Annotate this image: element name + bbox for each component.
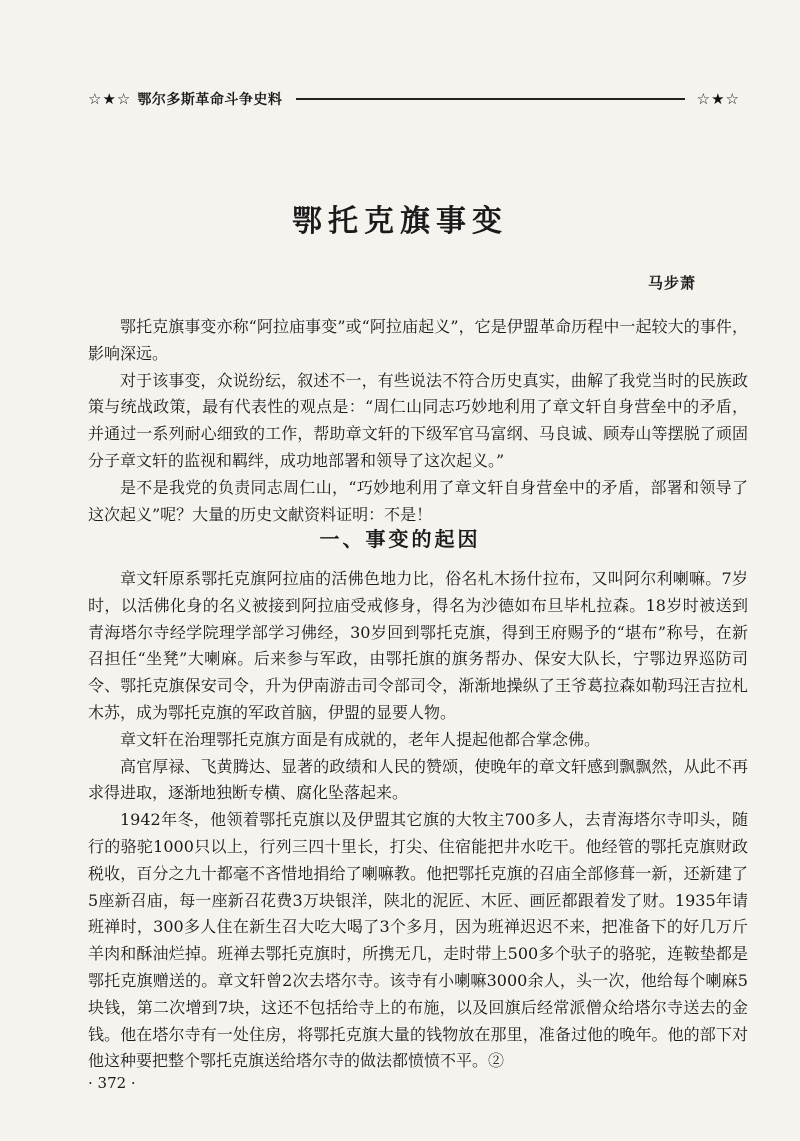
intro-section [88, 314, 748, 528]
header-stars-right-icon: ☆★☆ [696, 90, 740, 108]
intro-paragraph: 对于该事变，众说纷纭，叙述不一，有些说法不符合历史真实，曲解了我党当时的民族政策与统战政策，最有代表性的观点是：“周仁山同志巧妙地利用了章文轩自身营垒中的矛盾，并通过一系列耐心细致的工作，帮助章文轩的下级军官马富纲、马良诚、顾寿山等摆脱了顽固分子章文轩的监视和羁绊，成功地部署和领导了这次起义。” [88, 370, 748, 470]
article-author: 马步萧 [647, 274, 696, 292]
page-number: · 372 · [88, 1074, 136, 1092]
header-rule [296, 98, 684, 100]
section-paragraph: 高官厚禄、飞黄腾达、显著的政绩和人民的赞颂，使晚年的章文轩感到飘飘然，从此不再求得进取，逐渐地独断专横、腐化坠落起来。 [88, 756, 748, 803]
section-paragraph: 1942年冬，他领着鄂托克旗以及伊盟其它旗的大牧主700多人，去青海塔尔寺叩头，随行的骆驼1000只以上，行列三四十里长，打尖、住宿能把井水吃干。他经管的鄂托克旗财政税收，百分之九十都毫不吝惜地捐给了喇嘛教。他把鄂托克旗的召庙全部修葺一新，还新建了5座新召庙，每一座新召花费3万块银洋，陕北的泥匠、木匠、画匠都跟着发了财。1935年请班禅时，300多人住在新生召大吃大喝了3个多月，因为班禅迟迟不来，把准备下的好几万斤羊肉和酥油烂掉。班禅去鄂托克旗时，所携无几，走时带上500多个驮子的骆驼，连鞍垫都是鄂托克旗赠送的。章文轩曾2次去塔尔寺。该寺有小喇嘛3000余人，头一次，他给每个喇麻5块钱，第二次增到7块，这还不包括给寺上的布施，以及回旗后经常派僧众给塔尔寺送去的金钱。他在塔尔寺有一处住房，将鄂托克旗大量的钱物放在那里，准备过他的晚年。他的部下对他这种要把整个鄂托克旗送给塔尔寺的做法都愤愤不平。② [88, 810, 748, 1071]
header-title: 鄂尔多斯革命斗争史料 [137, 92, 283, 108]
article-title: 鄂托克旗事变 [292, 204, 508, 239]
section-paragraph: 章文轩在治理鄂托克旗方面是有成就的，老年人提起他都合掌念佛。 [120, 729, 601, 749]
running-header [88, 86, 740, 112]
section-body [88, 566, 748, 1075]
intro-paragraph: 鄂托克旗事变亦称“阿拉庙事变”或“阿拉庙起义”，它是伊盟革命历程中一起较大的事件，影响深远。 [88, 317, 748, 363]
header-stars-left-icon: ☆★☆ [88, 90, 132, 108]
intro-paragraph: 是不是我党的负责同志周仁山，“巧妙地利用了章文轩自身营垒中的矛盾，部署和领导了这次起义”呢？大量的历史文献资料证明：不是！ [88, 477, 748, 524]
section-paragraph: 章文轩原系鄂托克旗阿拉庙的活佛色地力比，俗名札木扬什拉布，又叫阿尔利喇嘛。7岁时，以活佛化身的名义被接到阿拉庙受戒修身，得名为沙德如布旦毕札拉森。18岁时被送到青海塔尔寺经学院理学部学习佛经，30岁回到鄂托克旗，得到王府赐予的“堪布”称号，在新召担任“坐凳”大喇麻。后来参与军政，由鄂托旗的旗务帮办、保安大队长，宁鄂边界巡防司令、鄂托克旗保安司令，升为伊南游击司令部司令，渐渐地操纵了王爷葛拉森如勒玛汪吉拉札木苏，成为鄂托克旗的军政首脑，伊盟的显要人物。 [88, 569, 748, 722]
section-heading: 一、事变的起因 [319, 527, 481, 551]
